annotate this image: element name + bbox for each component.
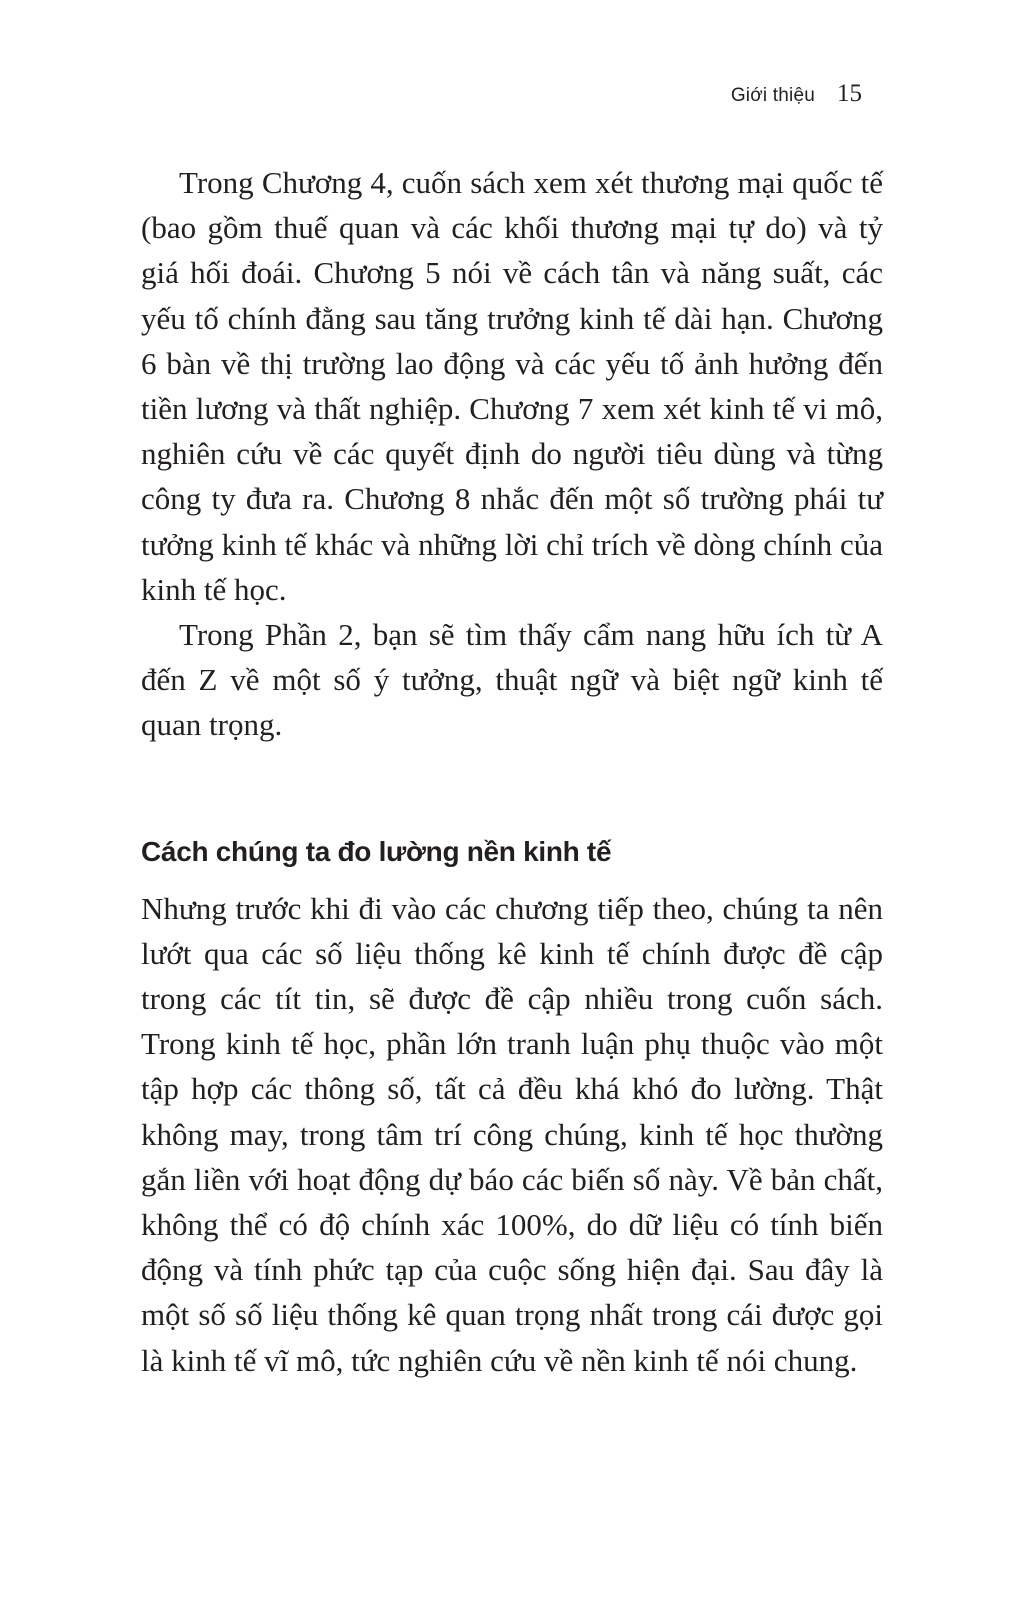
body-paragraph: Trong Chương 4, cuốn sách xem xét thương mại quốc tế (bao gồm thuế quan và các khối thương mại tự do) và tỷ giá hối đoái. Chương 5 nói về cách tân và năng suất, các yếu tố chính đằng sau tăng trưởng kinh tế dài hạn. Chương 6 bàn về thị trường lao động và các yếu tố ảnh hưởng đến tiền lương và thất nghiệp. Chương 7 xem xét kinh tế vi mô, nghiên cứu về các quyết định do người tiêu dùng và từng công ty đưa ra. Chương 8 nhắc đến một số trường phái tư tưởng kinh tế khác và những lời chỉ trích về dòng chính của kinh tế học. <box>141 165 883 607</box>
running-header <box>731 80 862 108</box>
page-number: 15 <box>837 80 862 107</box>
body-paragraph: Nhưng trước khi đi vào các chương tiếp theo, chúng ta nên lướt qua các số liệu thống kê kinh tế chính được đề cập trong các tít tin, sẽ được đề cập nhiều trong cuốn sách. Trong kinh tế học, phần lớn tranh luận phụ thuộc vào một tập hợp các thông số, tất cả đều khá khó đo lường. Thật không may, trong tâm trí công chúng, kinh tế học thường gắn liền với hoạt động dự báo các biến số này. Về bản chất, không thể có độ chính xác 100%, do dữ liệu có tính biến động và tính phức tạp của cuộc sống hiện đại. Sau đây là một số số liệu thống kê quan trọng nhất trong cái được gọi là kinh tế vĩ mô, tức nghiên cứu về nền kinh tế nói chung. <box>141 890 883 1378</box>
running-header-section-title: Giới thiệu <box>730 85 815 106</box>
body-paragraph: Trong Phần 2, bạn sẽ tìm thấy cẩm nang hữu ích từ A đến Z về một số ý tưởng, thuật ngữ và biệt ngữ kinh tế quan trọng. <box>141 617 883 743</box>
page-body <box>141 160 883 1383</box>
section-heading: Cách chúng ta đo lường nền kinh tế <box>141 835 612 867</box>
